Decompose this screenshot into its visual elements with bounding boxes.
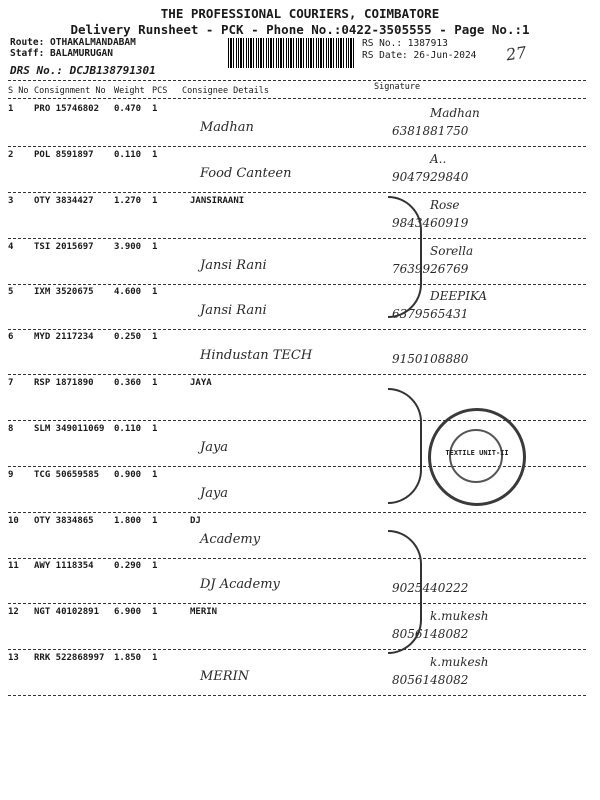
row-pieces: 1 (152, 561, 158, 571)
row-pieces: 1 (152, 104, 158, 114)
row-weight: 0.470 (114, 104, 142, 114)
row-weight: 0.900 (114, 470, 142, 480)
stamp-text: TEXTILE UNIT-II (445, 449, 509, 457)
row-signature-name: Rose (430, 198, 460, 212)
row-consignee-handwritten: Food Canteen (200, 166, 292, 181)
row-consignment-number: IXM 3520675 (34, 287, 94, 297)
row-sno: 12 (8, 607, 19, 617)
row-weight: 4.600 (114, 287, 142, 297)
row-consignment-number: MYD 2117234 (34, 332, 94, 342)
row-sno: 3 (8, 196, 14, 206)
row-consignee-printed: JANSIRAANI (190, 196, 245, 206)
row-pieces: 1 (152, 424, 158, 434)
row-signature-phone: 6381881750 (392, 124, 469, 138)
row-sno: 5 (8, 287, 14, 297)
brace-mark (388, 196, 422, 318)
company-stamp (428, 408, 526, 506)
row-pieces: 1 (152, 516, 158, 526)
row-pieces: 1 (152, 287, 158, 297)
brace-mark (388, 388, 422, 504)
row-signature-phone: 9047929840 (392, 170, 469, 184)
document-title: THE PROFESSIONAL COURIERS, COIMBATORE (160, 6, 440, 21)
row-weight: 3.900 (114, 242, 142, 252)
row-weight: 0.360 (114, 378, 142, 388)
row-signature-phone: 8056148082 (392, 627, 469, 641)
route-label: Route: OTHAKALMANDABAM (10, 37, 136, 48)
row-signature-phone: 9025440222 (392, 581, 469, 595)
row-signature-name: k.mukesh (430, 655, 489, 669)
row-weight: 0.250 (114, 332, 142, 342)
handwritten-note: 27 (504, 42, 528, 65)
row-consignment-number: OTY 3834427 (34, 196, 94, 206)
row-consignee-printed: JAYA (190, 378, 212, 388)
row-sno: 8 (8, 424, 14, 434)
row-weight: 6.900 (114, 607, 142, 617)
row-signature-name: DEEPIKA (430, 289, 488, 303)
row-signature-name: Sorella (430, 244, 474, 258)
row-consignment-number: NGT 40102891 (34, 607, 100, 617)
staff-label: Staff: BALAMURUGAN (10, 48, 113, 59)
row-pieces: 1 (152, 378, 158, 388)
row-sno: 1 (8, 104, 14, 114)
row-consignee-printed: MERIN (190, 607, 218, 617)
row-pieces: 1 (152, 607, 158, 617)
row-divider (8, 512, 586, 513)
row-divider (8, 695, 586, 696)
row-consignee-handwritten: Academy (200, 532, 261, 547)
row-signature-name: A.. (430, 152, 447, 166)
row-divider (8, 192, 586, 193)
row-sno: 11 (8, 561, 19, 571)
brace-mark (388, 530, 422, 654)
row-consignee-handwritten: Hindustan TECH (200, 348, 313, 363)
row-consignee-handwritten: Jansi Rani (200, 303, 267, 318)
col-header-weight: Weight (114, 86, 145, 96)
row-consignment-number: PRO 15746802 (34, 104, 100, 114)
row-sno: 9 (8, 470, 14, 480)
row-pieces: 1 (152, 150, 158, 160)
row-consignment-number: SLM 349011069 (34, 424, 105, 434)
barcode-icon (228, 38, 354, 68)
row-divider (8, 284, 586, 285)
row-consignee-printed: DJ (190, 516, 201, 526)
row-signature-name: Madhan (430, 106, 480, 120)
row-pieces: 1 (152, 470, 158, 480)
column-divider (8, 98, 586, 99)
row-sno: 13 (8, 653, 19, 663)
row-consignment-number: OTY 3834865 (34, 516, 94, 526)
row-pieces: 1 (152, 653, 158, 663)
row-sno: 6 (8, 332, 14, 342)
row-consignment-number: AWY 1118354 (34, 561, 94, 571)
row-consignee-handwritten: Jansi Rani (200, 258, 267, 273)
row-weight: 0.110 (114, 150, 142, 160)
row-consignee-handwritten: DJ Academy (200, 577, 280, 592)
row-signature-phone: 9150108880 (392, 352, 469, 366)
row-sno: 7 (8, 378, 14, 388)
row-pieces: 1 (152, 196, 158, 206)
row-weight: 0.290 (114, 561, 142, 571)
row-divider (8, 146, 586, 147)
row-signature-phone: 7639926769 (392, 262, 469, 276)
header-divider (8, 80, 586, 81)
col-header-sno: S No (8, 86, 29, 96)
row-consignee-handwritten: MERIN (200, 669, 250, 684)
col-header-consignment: Consignment No (34, 86, 106, 96)
row-divider (8, 238, 586, 239)
row-consignment-number: TCG 50659585 (34, 470, 100, 480)
row-consignment-number: POL 8591897 (34, 150, 94, 160)
row-signature-phone: 9843460919 (392, 216, 469, 230)
row-divider (8, 329, 586, 330)
row-consignee-handwritten: Jaya (200, 440, 229, 455)
row-signature-phone: 6379565431 (392, 307, 469, 321)
row-divider (8, 558, 586, 559)
drs-number: DRS No.: DCJB138791301 (10, 64, 156, 77)
rs-number: RS No.: 1387913 (362, 38, 448, 49)
row-signature-name: k.mukesh (430, 609, 489, 623)
col-header-signature: Signature (374, 82, 421, 92)
row-weight: 0.110 (114, 424, 142, 434)
row-consignment-number: RRK 522868997 (34, 653, 105, 663)
row-weight: 1.850 (114, 653, 142, 663)
row-consignee-handwritten: Madhan (200, 120, 254, 135)
row-divider (8, 374, 586, 375)
col-header-pcs: PCS (152, 86, 168, 96)
row-weight: 1.800 (114, 516, 142, 526)
row-sno: 4 (8, 242, 14, 252)
col-header-consignee: Consignee Details (182, 86, 269, 96)
rs-date: RS Date: 26-Jun-2024 (362, 50, 477, 61)
row-sno: 2 (8, 150, 14, 160)
document-subtitle: Delivery Runsheet - PCK - Phone No.:0422-3505555 - Page No.:1 (70, 22, 530, 37)
row-consignee-handwritten: Jaya (200, 486, 229, 501)
row-divider (8, 649, 586, 650)
row-pieces: 1 (152, 242, 158, 252)
row-weight: 1.270 (114, 196, 142, 206)
row-pieces: 1 (152, 332, 158, 342)
row-sno: 10 (8, 516, 19, 526)
row-consignment-number: RSP 1871890 (34, 378, 94, 388)
row-signature-phone: 8056148082 (392, 673, 469, 687)
row-consignment-number: TSI 2015697 (34, 242, 94, 252)
row-divider (8, 603, 586, 604)
